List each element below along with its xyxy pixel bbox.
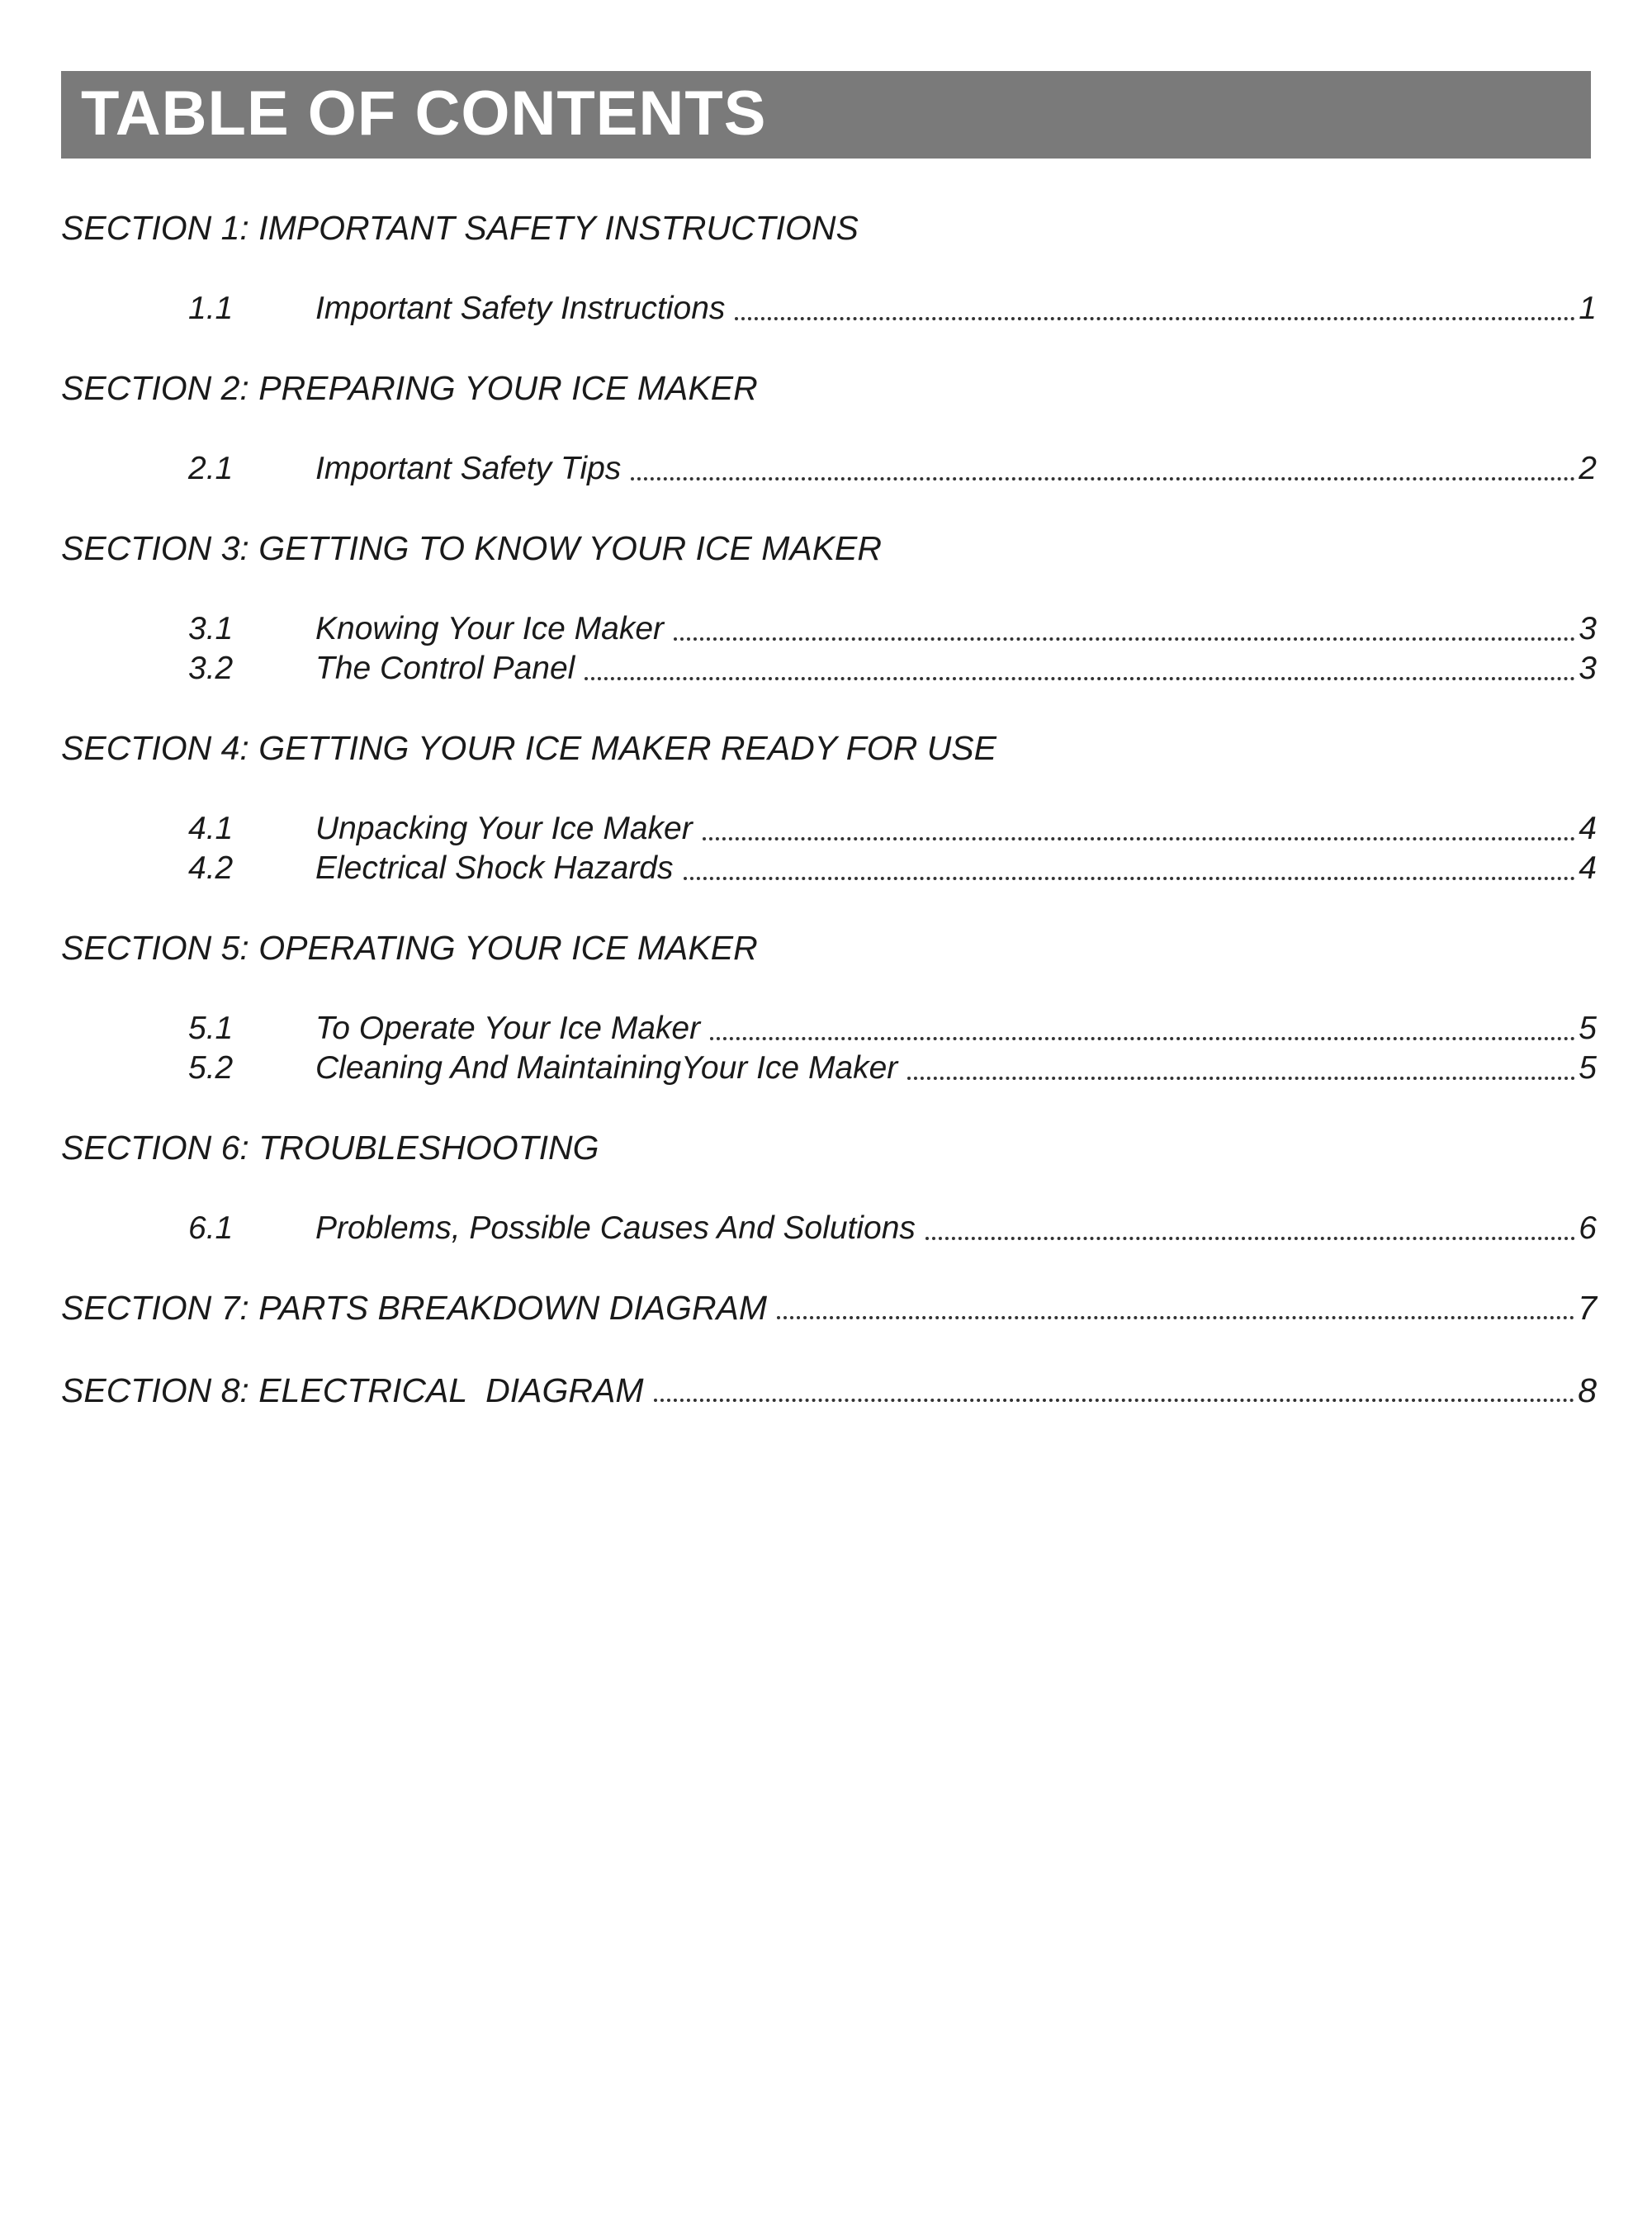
dot-leader xyxy=(674,637,1575,641)
entry-number: 3.2 xyxy=(188,651,234,686)
dot-leader xyxy=(777,1316,1574,1319)
section-6-heading: SECTION 6: TROUBLESHOOTING xyxy=(61,1129,599,1167)
entry-number: 5.2 xyxy=(188,1050,234,1086)
dot-leader xyxy=(703,837,1576,840)
entry-title: Important Safety Tips xyxy=(315,451,622,486)
dot-leader xyxy=(654,1399,1575,1402)
entry-number: 4.2 xyxy=(188,850,234,886)
toc-entry-3-1[interactable] xyxy=(0,609,1652,649)
entry-number: 5.1 xyxy=(188,1011,234,1046)
entry-number: 4.1 xyxy=(188,811,234,846)
dot-leader xyxy=(631,477,1575,481)
entry-page-number: 4 xyxy=(1579,850,1597,886)
entry-number: 3.1 xyxy=(188,611,234,646)
entry-title: Electrical Shock Hazards xyxy=(315,850,674,886)
entry-page-number: 7 xyxy=(1578,1289,1597,1327)
section-7-heading: SECTION 7: PARTS BREAKDOWN DIAGRAM xyxy=(61,1289,768,1327)
toc-entry-2-1[interactable] xyxy=(0,449,1652,489)
entry-title: Knowing Your Ice Maker xyxy=(315,611,665,646)
section-4-heading: SECTION 4: GETTING YOUR ICE MAKER READY FOR USE xyxy=(61,729,997,767)
section-2-heading: SECTION 2: PREPARING YOUR ICE MAKER xyxy=(61,369,758,407)
toc-entry-5-2[interactable] xyxy=(0,1049,1652,1088)
toc-entry-3-2[interactable] xyxy=(0,649,1652,689)
entry-title: Unpacking Your Ice Maker xyxy=(315,811,693,846)
section-5-heading: SECTION 5: OPERATING YOUR ICE MAKER xyxy=(61,929,758,967)
entry-number: 1.1 xyxy=(188,291,234,326)
entry-title: The Control Panel xyxy=(315,651,575,686)
entry-page-number: 3 xyxy=(1579,611,1597,646)
entry-page-number: 5 xyxy=(1579,1011,1597,1046)
toc-entry-1-1[interactable] xyxy=(0,289,1652,329)
dot-leader xyxy=(684,877,1576,880)
entry-page-number: 5 xyxy=(1579,1050,1597,1086)
toc-entry-6-1[interactable] xyxy=(0,1209,1652,1248)
dot-leader xyxy=(710,1037,1575,1040)
toc-title: TABLE OF CONTENTS xyxy=(81,78,767,149)
toc-entry-section-7[interactable] xyxy=(61,1288,1597,1328)
entry-page-number: 6 xyxy=(1579,1210,1597,1246)
dot-leader xyxy=(925,1237,1575,1240)
section-3-heading: SECTION 3: GETTING TO KNOW YOUR ICE MAKER xyxy=(61,529,882,567)
section-1-heading: SECTION 1: IMPORTANT SAFETY INSTRUCTIONS xyxy=(61,209,859,247)
dot-leader xyxy=(907,1077,1575,1080)
toc-entry-4-1[interactable] xyxy=(0,809,1652,849)
entry-page-number: 8 xyxy=(1578,1371,1597,1409)
entry-title: Important Safety Instructions xyxy=(315,291,726,326)
toc-entry-5-1[interactable] xyxy=(0,1009,1652,1049)
entry-title: To Operate Your Ice Maker xyxy=(315,1011,701,1046)
entry-page-number: 1 xyxy=(1579,291,1597,326)
dot-leader xyxy=(585,677,1575,680)
entry-title: Problems, Possible Causes And Solutions xyxy=(315,1210,916,1246)
toc-entry-section-8[interactable] xyxy=(61,1371,1597,1410)
section-8-heading: SECTION 8: ELECTRICAL DIAGRAM xyxy=(61,1371,644,1409)
entry-page-number: 3 xyxy=(1579,651,1597,686)
toc-entry-4-2[interactable] xyxy=(0,849,1652,888)
entry-page-number: 2 xyxy=(1579,451,1597,486)
entry-number: 6.1 xyxy=(188,1210,234,1246)
dot-leader xyxy=(735,317,1575,320)
entry-number: 2.1 xyxy=(188,451,234,486)
entry-page-number: 4 xyxy=(1579,811,1597,846)
entry-title: Cleaning And MaintainingYour Ice Maker xyxy=(315,1050,898,1086)
